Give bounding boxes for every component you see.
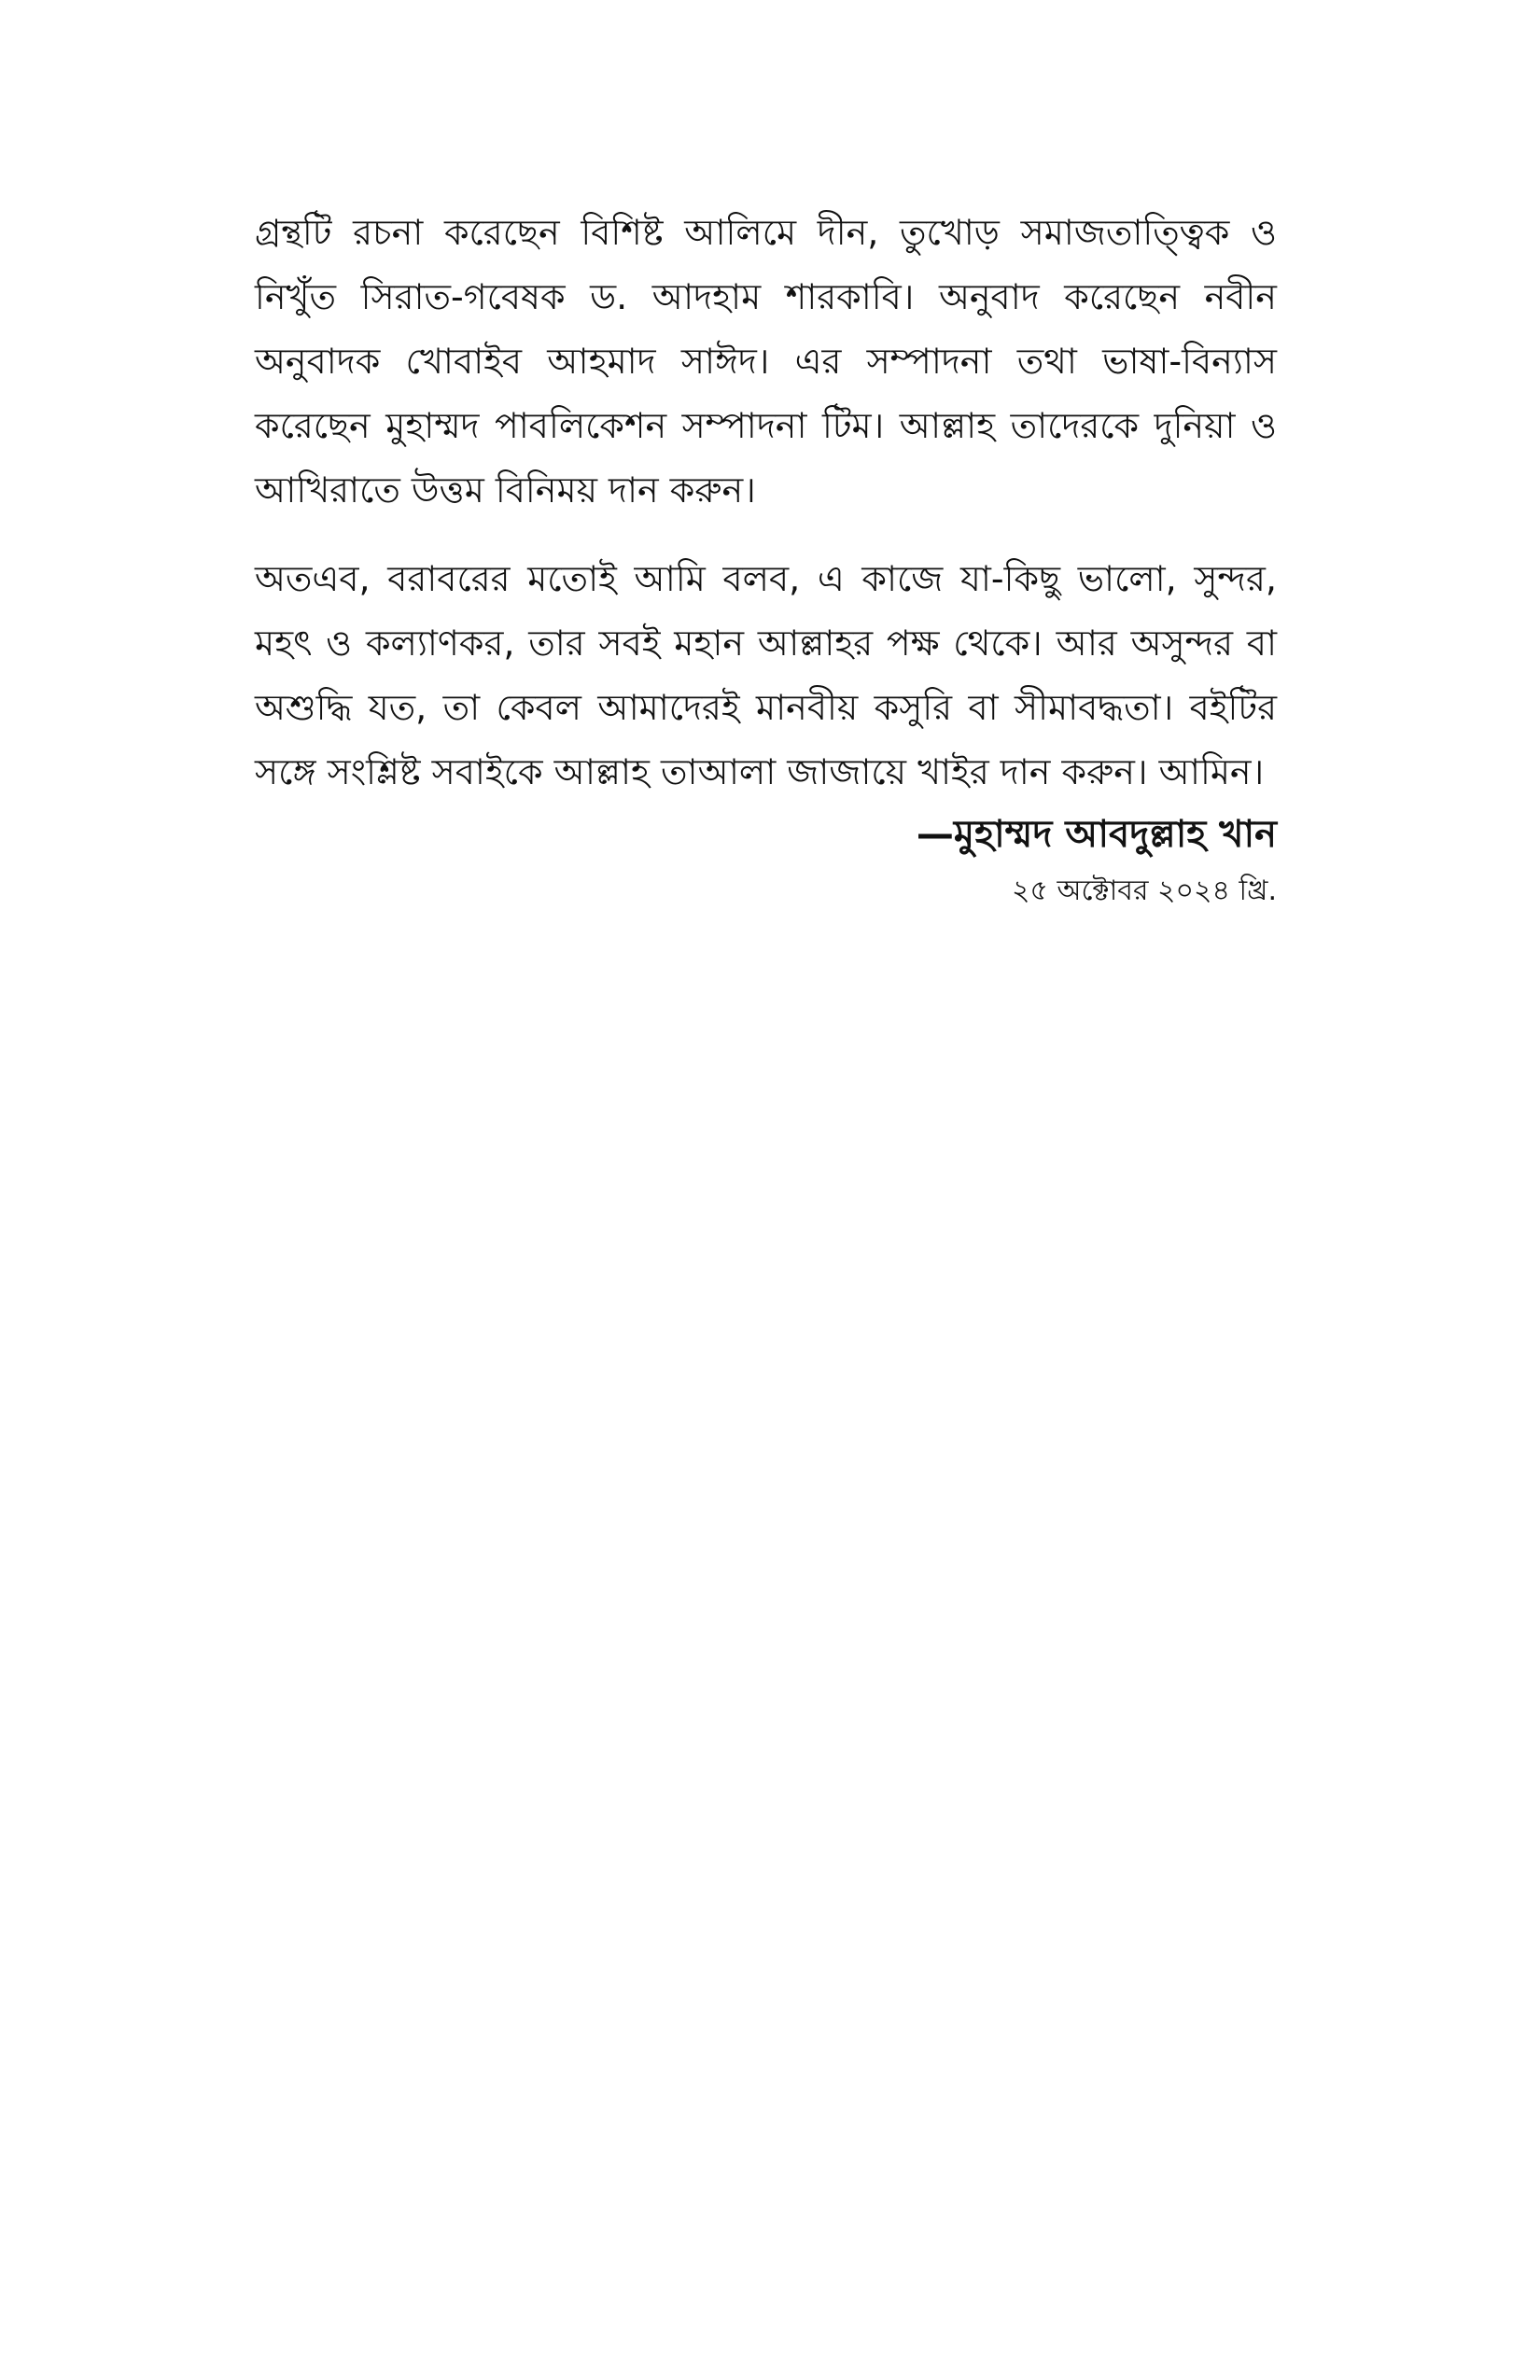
signature-date: ২৫ অক্টোবর ২০২৪ খ্রি.	[1011, 875, 1277, 907]
paragraph-1: গ্রন্থটি রচনা করেছেন বিশিষ্ট আলিমে দীন, তুখোড় সমাজতাত্ত্বিক ও নিখুঁত সিরাত-গবেষক ড. আদহাম শারকাবি। অনুবাদ করেছেন নবীন অনুবাদক খোবাইব আহমাদ সাঈদ। এর সম্পাদনা তথা ভাষা-বিন্যাস করেছেন মুহাম্মদ পাবলিকেশন সম্পাদনা টিম। আল্লাহ তাদেরকে দুনিয়া ও আখিরাতে উত্তম বিনিময় দান করুন।	[255, 212, 1277, 511]
signature-name: —মুহাম্মদ আবদুল্লাহ খান	[916, 813, 1277, 856]
body-text	[255, 201, 1277, 805]
signature-block	[917, 807, 1277, 912]
paragraph-2: অতএব, বরাবরের মতোই আমি বলব, এ কাজে যা-কিছু ভালো, সুন্দর, মহৎ ও কল্যাণকর, তার সবই মহান আল্লাহর পক্ষ থেকে। আর অসুন্দর বা অশুদ্ধি যত, তা কেবল আমাদেরই মানবীয় কসুরি বা সীমাবদ্ধতা। বইটির সঙ্গে সংশ্লিষ্ট সবাইকে আল্লাহ তাআলা জাজায়ে খাইর দান করুন। আমিন।	[255, 558, 1277, 792]
